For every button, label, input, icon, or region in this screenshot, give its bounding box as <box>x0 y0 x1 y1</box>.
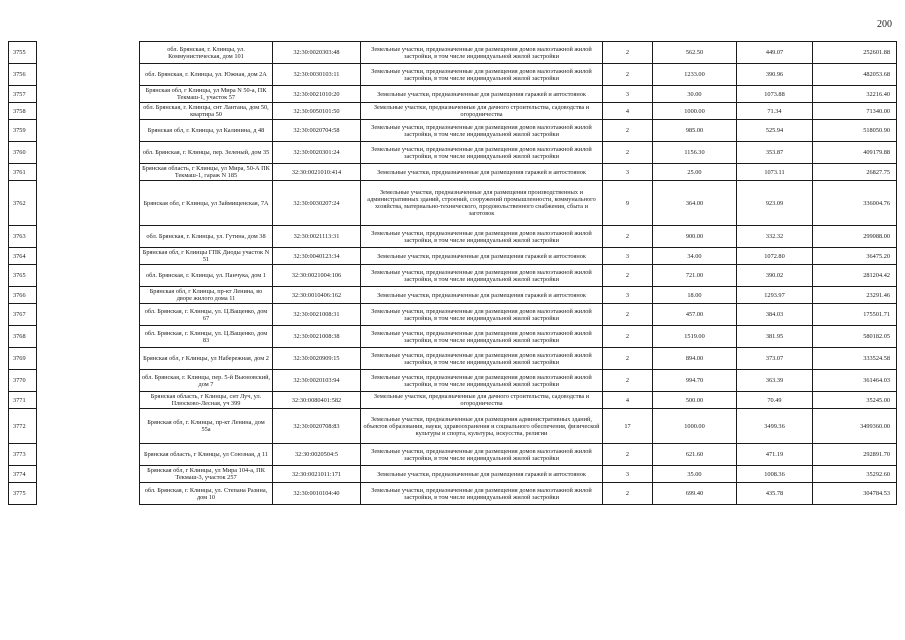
row-specific-value: 923.09 <box>737 181 813 226</box>
row-cadastral-value: 26827.75 <box>813 164 897 181</box>
row-number: 3770 <box>9 370 37 392</box>
row-land-purpose: Земельные участки, предназначенные для размещения домов малоэтажной жилой застройки, в том числе индивидуальной жилой застройки <box>361 142 603 164</box>
row-group: 4 <box>603 392 653 409</box>
row-cadastral-number: 32:30:0020103:94 <box>273 370 361 392</box>
row-land-purpose: Земельные участки, предназначенные для размещения домов малоэтажной жилой застройки, в том числе индивидуальной жилой застройки <box>361 226 603 248</box>
row-gap <box>37 392 140 409</box>
row-cadastral-value: 3499360.00 <box>813 409 897 444</box>
row-area: 721.00 <box>653 265 737 287</box>
row-group: 3 <box>603 86 653 103</box>
row-area: 35.00 <box>653 466 737 483</box>
row-number: 3765 <box>9 265 37 287</box>
row-cadastral-number: 32:30:0021010:414 <box>273 164 361 181</box>
row-cadastral-number: 32:30:0021004:106 <box>273 265 361 287</box>
row-group: 4 <box>603 103 653 120</box>
row-specific-value: 525.94 <box>737 120 813 142</box>
row-area: 985.00 <box>653 120 737 142</box>
table-row <box>9 287 897 304</box>
row-cadastral-value: 361464.03 <box>813 370 897 392</box>
row-address: Брянская обл, г Клинцы, ул Займищенская, 7А <box>140 181 273 226</box>
row-specific-value: 1073.11 <box>737 164 813 181</box>
row-group: 2 <box>603 348 653 370</box>
row-cadastral-value: 252601.88 <box>813 42 897 64</box>
row-group: 2 <box>603 265 653 287</box>
row-address: обл. Брянская, г. Клинцы, снт Лантана, дом 50, квартира 50 <box>140 103 273 120</box>
row-number: 3774 <box>9 466 37 483</box>
row-gap <box>37 348 140 370</box>
row-land-purpose: Земельные участки, предназначенные для размещения гаражей и автостоянок <box>361 86 603 103</box>
row-gap <box>37 370 140 392</box>
row-cadastral-number: 32:30:0020504:5 <box>273 444 361 466</box>
row-specific-value: 1293.97 <box>737 287 813 304</box>
row-address: Брянская область, г Клинцы, ул Мира, 50-А ПК Текмаш-1, гараж N 185 <box>140 164 273 181</box>
row-cadastral-value: 409179.88 <box>813 142 897 164</box>
row-number: 3766 <box>9 287 37 304</box>
table-row <box>9 181 897 226</box>
row-cadastral-number: 32:30:0021008:31 <box>273 304 361 326</box>
row-address: Брянская обл, г Клинцы, пр-кт Ленина, во дворе жилого дома 11 <box>140 287 273 304</box>
row-group: 3 <box>603 466 653 483</box>
row-area: 894.00 <box>653 348 737 370</box>
row-gap <box>37 42 140 64</box>
row-address: Брянская обл, г Клинцы ГПК Диоды участок N 51 <box>140 248 273 265</box>
table-row <box>9 226 897 248</box>
row-group: 2 <box>603 483 653 505</box>
row-area: 25.00 <box>653 164 737 181</box>
table-row <box>9 483 897 505</box>
table-row <box>9 103 897 120</box>
row-cadastral-value: 333524.58 <box>813 348 897 370</box>
row-cadastral-value: 71340.00 <box>813 103 897 120</box>
row-area: 30.00 <box>653 86 737 103</box>
row-specific-value: 1072.80 <box>737 248 813 265</box>
row-address: обл. Брянская, г. Клинцы, ул. Южная, дом 2А <box>140 64 273 86</box>
row-cadastral-number: 32:30:0021011:171 <box>273 466 361 483</box>
row-cadastral-value: 281204.42 <box>813 265 897 287</box>
row-group: 2 <box>603 326 653 348</box>
row-address: обл. Брянская, г. Клинцы, ул. Ц.Ващенко, дом 83 <box>140 326 273 348</box>
row-cadastral-value: 32216.40 <box>813 86 897 103</box>
row-group: 2 <box>603 226 653 248</box>
row-cadastral-number: 32:30:0040123:34 <box>273 248 361 265</box>
row-number: 3771 <box>9 392 37 409</box>
table-row <box>9 444 897 466</box>
row-land-purpose: Земельные участки, предназначенные для размещения гаражей и автостоянок <box>361 287 603 304</box>
row-number: 3761 <box>9 164 37 181</box>
row-specific-value: 471.19 <box>737 444 813 466</box>
row-number: 3773 <box>9 444 37 466</box>
row-area: 1000.00 <box>653 103 737 120</box>
row-cadastral-number: 32:30:0010104:40 <box>273 483 361 505</box>
row-cadastral-number: 32:30:0021010:20 <box>273 86 361 103</box>
row-area: 994.70 <box>653 370 737 392</box>
row-number: 3759 <box>9 120 37 142</box>
row-area: 621.60 <box>653 444 737 466</box>
row-land-purpose: Земельные участки, предназначенные для размещения домов малоэтажной жилой застройки, в том числе индивидуальной жилой застройки <box>361 265 603 287</box>
row-cadastral-value: 175501.71 <box>813 304 897 326</box>
row-gap <box>37 444 140 466</box>
row-number: 3758 <box>9 103 37 120</box>
table-row <box>9 120 897 142</box>
row-land-purpose: Земельные участки, предназначенные для размещения домов малоэтажной жилой застройки, в том числе индивидуальной жилой застройки <box>361 444 603 466</box>
row-address: Брянская обл, г Клинцы, ул Набережная, дом 2 <box>140 348 273 370</box>
row-number: 3769 <box>9 348 37 370</box>
row-number: 3775 <box>9 483 37 505</box>
row-specific-value: 1073.88 <box>737 86 813 103</box>
row-gap <box>37 226 140 248</box>
row-cadastral-number: 32:30:0050101:50 <box>273 103 361 120</box>
row-cadastral-value: 35292.60 <box>813 466 897 483</box>
row-land-purpose: Земельные участки, предназначенные для размещения домов малоэтажной жилой застройки, в том числе индивидуальной жилой застройки <box>361 348 603 370</box>
row-address: Брянская обл, г Клинцы, ул Мира 104-а, ПК Текмаш-3, участок 257 <box>140 466 273 483</box>
row-number: 3772 <box>9 409 37 444</box>
row-land-purpose: Земельные участки, предназначенные для размещения домов малоэтажной жилой застройки, в том числе индивидуальной жилой застройки <box>361 304 603 326</box>
table-row <box>9 64 897 86</box>
row-specific-value: 70.49 <box>737 392 813 409</box>
row-gap <box>37 287 140 304</box>
row-gap <box>37 304 140 326</box>
table-row <box>9 392 897 409</box>
row-land-purpose: Земельные участки, предназначенные для размещения гаражей и автостоянок <box>361 248 603 265</box>
row-specific-value: 332.32 <box>737 226 813 248</box>
row-land-purpose: Земельные участки, предназначенные для размещения административных зданий, объектов образования, науки, здравоохранения и социального обеспечения, физической культуры и спорта, культуры, искусства, религии <box>361 409 603 444</box>
row-group: 3 <box>603 287 653 304</box>
row-area: 457.00 <box>653 304 737 326</box>
row-gap <box>37 409 140 444</box>
table-row <box>9 248 897 265</box>
row-group: 2 <box>603 142 653 164</box>
row-cadastral-number: 32:30:0021113:31 <box>273 226 361 248</box>
row-gap <box>37 142 140 164</box>
row-gap <box>37 248 140 265</box>
row-area: 18.00 <box>653 287 737 304</box>
row-cadastral-value: 336004.76 <box>813 181 897 226</box>
row-gap <box>37 103 140 120</box>
row-group: 2 <box>603 304 653 326</box>
row-land-purpose: Земельные участки, предназначенные для размещения домов малоэтажной жилой застройки, в том числе индивидуальной жилой застройки <box>361 483 603 505</box>
row-area: 699.40 <box>653 483 737 505</box>
row-group: 3 <box>603 248 653 265</box>
row-cadastral-value: 292891.70 <box>813 444 897 466</box>
row-address: обл. Брянская, г. Клинцы, ул. Ц.Ващенко, дом 67 <box>140 304 273 326</box>
row-specific-value: 363.39 <box>737 370 813 392</box>
row-area: 364.00 <box>653 181 737 226</box>
row-specific-value: 1008.36 <box>737 466 813 483</box>
table-row <box>9 409 897 444</box>
row-cadastral-number: 32:30:0020301:24 <box>273 142 361 164</box>
row-land-purpose: Земельные участки, предназначенные для размещения гаражей и автостоянок <box>361 164 603 181</box>
table-row <box>9 265 897 287</box>
row-cadastral-value: 518050.90 <box>813 120 897 142</box>
row-number: 3763 <box>9 226 37 248</box>
row-group: 3 <box>603 164 653 181</box>
table-row <box>9 370 897 392</box>
row-land-purpose: Земельные участки, предназначенные для размещения производственных и административных зданий, строений, сооружений промышленности, коммунального хозяйства, материально-технического, продовольственного снабжения, сбыта и заготовок <box>361 181 603 226</box>
row-number: 3756 <box>9 64 37 86</box>
row-area: 900.00 <box>653 226 737 248</box>
row-cadastral-number: 32:30:0010406:162 <box>273 287 361 304</box>
row-gap <box>37 64 140 86</box>
row-group: 2 <box>603 120 653 142</box>
table-row <box>9 86 897 103</box>
row-address: Брянская область, г Клинцы, снт Луч, ул. Плюсково-Лесная, уч 399 <box>140 392 273 409</box>
row-number: 3764 <box>9 248 37 265</box>
row-land-purpose: Земельные участки, предназначенные для размещения домов малоэтажной жилой застройки, в том числе индивидуальной жилой застройки <box>361 42 603 64</box>
row-address: Брянская обл, г. Клинцы, пр-кт Ленина, дом 55а <box>140 409 273 444</box>
row-land-purpose: Земельные участки, предназначенные для размещения гаражей и автостоянок <box>361 466 603 483</box>
row-specific-value: 390.96 <box>737 64 813 86</box>
row-cadastral-value: 36475.20 <box>813 248 897 265</box>
row-cadastral-number: 32:30:0021008:38 <box>273 326 361 348</box>
row-number: 3757 <box>9 86 37 103</box>
row-specific-value: 390.02 <box>737 265 813 287</box>
row-gap <box>37 164 140 181</box>
row-group: 2 <box>603 64 653 86</box>
row-gap <box>37 120 140 142</box>
row-area: 34.00 <box>653 248 737 265</box>
row-cadastral-number: 32:30:0020303:48 <box>273 42 361 64</box>
row-cadastral-number: 32:30:0020708:83 <box>273 409 361 444</box>
row-gap <box>37 265 140 287</box>
row-cadastral-value: 299088.00 <box>813 226 897 248</box>
row-specific-value: 373.07 <box>737 348 813 370</box>
row-specific-value: 381.95 <box>737 326 813 348</box>
row-cadastral-number: 32:30:0030207:24 <box>273 181 361 226</box>
table-row <box>9 466 897 483</box>
row-address: обл. Брянская, г. Клинцы, ул. Панчука, дом 1 <box>140 265 273 287</box>
row-gap <box>37 86 140 103</box>
row-cadastral-number: 32:30:0030103:11 <box>273 64 361 86</box>
row-specific-value: 3499.36 <box>737 409 813 444</box>
row-area: 1000.00 <box>653 409 737 444</box>
row-land-purpose: Земельные участки, предназначенные для дачного строительства, садоводства и огородничества <box>361 103 603 120</box>
row-group: 9 <box>603 181 653 226</box>
table-row <box>9 348 897 370</box>
row-address: обл. Брянская, г. Клинцы, пер. Зеленый, дом 35 <box>140 142 273 164</box>
row-area: 1519.00 <box>653 326 737 348</box>
row-gap <box>37 326 140 348</box>
cadastral-value-table <box>8 41 897 505</box>
row-number: 3760 <box>9 142 37 164</box>
row-specific-value: 71.34 <box>737 103 813 120</box>
row-address: Брянская обл, г Клинцы, ул Мира N 50-а, ПК Текмаш-1, участок 57 <box>140 86 273 103</box>
row-gap <box>37 483 140 505</box>
row-land-purpose: Земельные участки, предназначенные для размещения домов малоэтажной жилой застройки, в том числе индивидуальной жилой застройки <box>361 64 603 86</box>
row-land-purpose: Земельные участки, предназначенные для дачного строительства, садоводства и огородничества <box>361 392 603 409</box>
row-area: 1156.30 <box>653 142 737 164</box>
row-cadastral-number: 32:30:0020704:58 <box>273 120 361 142</box>
row-number: 3762 <box>9 181 37 226</box>
row-group: 17 <box>603 409 653 444</box>
row-address: обл. Брянская, г. Клинцы, ул. Гутина, дом 38 <box>140 226 273 248</box>
row-specific-value: 449.07 <box>737 42 813 64</box>
row-land-purpose: Земельные участки, предназначенные для размещения домов малоэтажной жилой застройки, в том числе индивидуальной жилой застройки <box>361 120 603 142</box>
row-cadastral-value: 580182.05 <box>813 326 897 348</box>
row-address: Брянская обл, г. Клинцы, ул Калинина, д 48 <box>140 120 273 142</box>
row-land-purpose: Земельные участки, предназначенные для размещения домов малоэтажной жилой застройки, в том числе индивидуальной жилой застройки <box>361 326 603 348</box>
page-number: 200 <box>877 19 892 30</box>
row-area: 562.50 <box>653 42 737 64</box>
row-number: 3768 <box>9 326 37 348</box>
row-gap <box>37 466 140 483</box>
row-area: 500.00 <box>653 392 737 409</box>
row-address: обл. Брянская, г. Клинцы, пер. 5-й Вьюновский, дом 7 <box>140 370 273 392</box>
row-cadastral-value: 482053.68 <box>813 64 897 86</box>
table-row <box>9 304 897 326</box>
row-address: Брянская область, г Клинцы, ул Союзная, д 11 <box>140 444 273 466</box>
row-gap <box>37 181 140 226</box>
row-cadastral-value: 35245.00 <box>813 392 897 409</box>
row-cadastral-number: 32:30:0020909:15 <box>273 348 361 370</box>
row-address: обл. Брянская, г. Клинцы, ул. Степана Разина, дом 10 <box>140 483 273 505</box>
row-cadastral-value: 23291.46 <box>813 287 897 304</box>
row-number: 3755 <box>9 42 37 64</box>
row-group: 2 <box>603 370 653 392</box>
row-area: 1233.00 <box>653 64 737 86</box>
table-row <box>9 326 897 348</box>
row-number: 3767 <box>9 304 37 326</box>
row-specific-value: 353.87 <box>737 142 813 164</box>
row-cadastral-value: 304784.53 <box>813 483 897 505</box>
row-group: 2 <box>603 42 653 64</box>
row-specific-value: 435.78 <box>737 483 813 505</box>
row-specific-value: 384.03 <box>737 304 813 326</box>
row-cadastral-number: 32:30:0080401:582 <box>273 392 361 409</box>
row-group: 2 <box>603 444 653 466</box>
table-row <box>9 142 897 164</box>
table-row <box>9 164 897 181</box>
table-row <box>9 42 897 64</box>
row-address: обл. Брянская, г. Клинцы, ул. Коммунистическая, дом 101 <box>140 42 273 64</box>
row-land-purpose: Земельные участки, предназначенные для размещения домов малоэтажной жилой застройки, в том числе индивидуальной жилой застройки <box>361 370 603 392</box>
